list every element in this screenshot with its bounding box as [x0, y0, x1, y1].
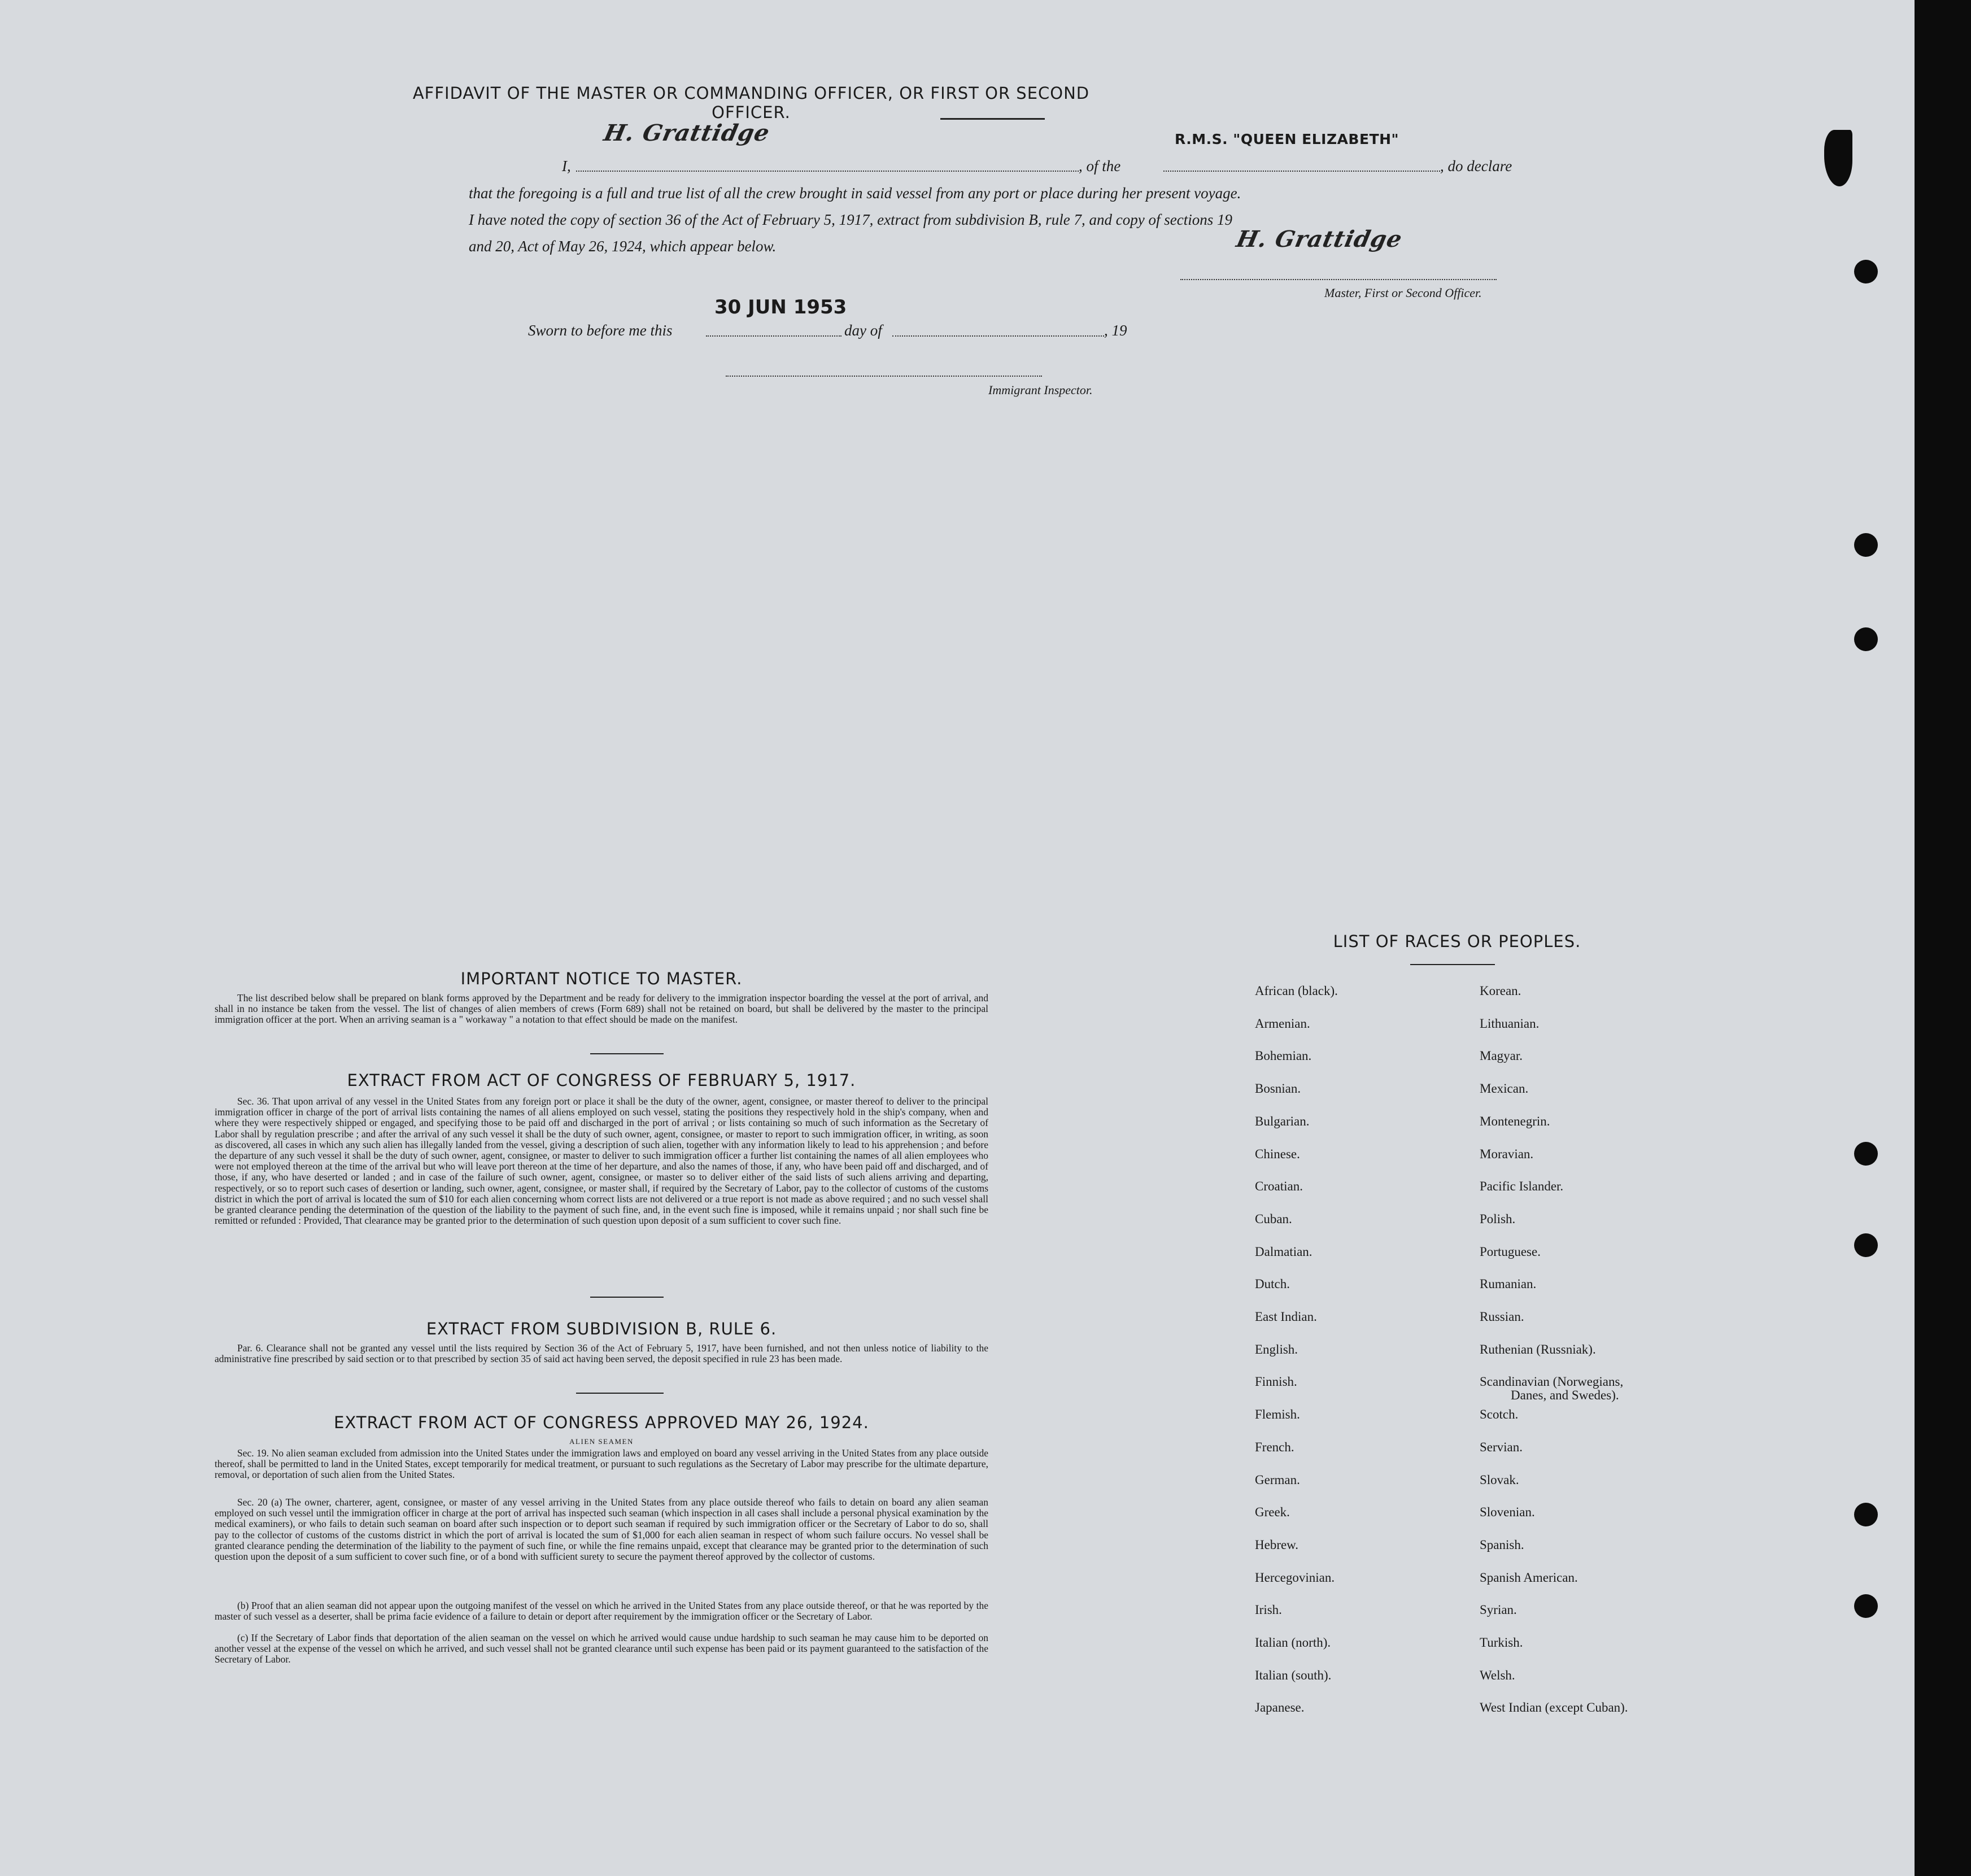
race-item: Moravian.	[1480, 1147, 1534, 1161]
race-item: Slovenian.	[1480, 1505, 1535, 1519]
ship-blank	[1163, 171, 1440, 172]
race-item: Bulgarian.	[1255, 1114, 1310, 1128]
punch-hole	[1854, 1594, 1878, 1618]
race-item: Lithuanian.	[1480, 1016, 1540, 1031]
race-item: Spanish.	[1480, 1538, 1524, 1552]
race-item: Rumanian.	[1480, 1277, 1537, 1291]
race-item: Spanish American.	[1480, 1570, 1578, 1585]
race-item: English.	[1255, 1342, 1298, 1356]
race-item: French.	[1255, 1440, 1294, 1454]
day-of-text: day of	[844, 322, 882, 339]
binder-clip-mark	[1824, 130, 1852, 186]
race-item: Cuban.	[1255, 1212, 1292, 1226]
race-item: East Indian.	[1255, 1310, 1317, 1324]
race-item: Russian.	[1480, 1310, 1524, 1324]
race-item: Finnish.	[1255, 1375, 1297, 1389]
race-item: Hercegovinian.	[1255, 1570, 1335, 1585]
extract-rule6-divider	[576, 1393, 664, 1394]
extract-1917-divider	[590, 1297, 664, 1298]
race-item: Korean.	[1480, 984, 1521, 998]
race-item: Chinese.	[1255, 1147, 1300, 1161]
race-item: African (black).	[1255, 984, 1338, 998]
race-item: Danes, and Swedes).	[1511, 1388, 1619, 1402]
race-item: Bohemian.	[1255, 1049, 1312, 1063]
race-item: Scotch.	[1480, 1407, 1519, 1421]
notice-text: The list described below shall be prepared on blank forms approved by the Department and be ready for delivery to the immigration inspector boarding the vessel at the port of arrival, and shall in no instance be taken from the vessel. The list of changes of alien members of crews (Form 689) shall not be retained on board, but shall be delivered by the master to the principal immigration officer at the port. When an arriving seaman is a " workaway " a notation to that effect should be made on the manifest.	[215, 992, 988, 1026]
punch-hole	[1854, 260, 1878, 283]
race-item: Greek.	[1255, 1505, 1290, 1519]
title-underline	[940, 118, 1045, 120]
punch-hole	[1854, 627, 1878, 651]
race-item: Irish.	[1255, 1603, 1282, 1617]
declaration-line-2: I have noted the copy of section 36 of the Act of February 5, 1917, extract from subdivision B, rule 7, and copy of sections 19	[469, 211, 1232, 228]
race-item: Turkish.	[1480, 1635, 1523, 1650]
extract-1924-sec20c: (c) If the Secretary of Labor finds that deportation of the alien seaman on the vessel on which he arrived would cause undue hardship to such seaman he may cause him to be deported on another vessel at the expense of the vessel on which he arrived, and such vessel shall not be granted clearance until such expense has been paid or its payment guaranteed to the satisfaction of the Secretary of Labor.	[215, 1632, 988, 1665]
affidavit-title: AFFIDAVIT OF THE MASTER OR COMMANDING OFFICER, OR FIRST OR SECOND OFFICER.	[412, 84, 1090, 122]
races-title: LIST OF RACES OR PEOPLES.	[1333, 932, 1581, 951]
ship-name-stamp: R.M.S. "QUEEN ELIZABETH"	[1175, 131, 1399, 147]
extract-1924-sec19: Sec. 19. No alien seaman excluded from admission into the United States under the immigration laws and employed on board any vessel arriving in the United States from any place outside thereof, shall be permitted to land in the United States, except temporarily for medical treatment, or pursuant to such regulations as the Secretary of Labor may prescribe for the ultimate departure, removal, or deportation of such alien from the United States.	[215, 1447, 988, 1481]
extract-rule6-text: Par. 6. Clearance shall not be granted any vessel until the lists required by Section 36 of the Act of February 5, 1917, have been furnished, and not then unless notice of liability to the administrative fine prescribed by said section or to that prescribed by section 35 of said act having been served, the deposit specified in rule 23 has been made.	[215, 1342, 988, 1365]
races-title-underline	[1410, 964, 1495, 965]
of-the-text: , of the	[1079, 158, 1121, 174]
do-declare-text: , do declare	[1440, 158, 1512, 174]
race-item: Montenegrin.	[1480, 1114, 1550, 1128]
extract-rule6-title: EXTRACT FROM SUBDIVISION B, RULE 6.	[426, 1319, 777, 1338]
race-item: Pacific Islander.	[1480, 1179, 1564, 1193]
race-item: Croatian.	[1255, 1179, 1303, 1193]
i-prefix: I,	[562, 158, 571, 174]
race-item: Mexican.	[1480, 1081, 1529, 1096]
punch-hole	[1854, 1142, 1878, 1166]
race-item: Armenian.	[1255, 1016, 1310, 1031]
race-item: Syrian.	[1480, 1603, 1517, 1617]
inspector-signature-line	[726, 376, 1042, 377]
handwritten-signature-master: H. Grattidge	[1234, 226, 1405, 252]
date-stamp: 30 JUN 1953	[714, 296, 847, 319]
notice-title: IMPORTANT NOTICE TO MASTER.	[460, 969, 743, 988]
handwritten-signature-top: H. Grattidge	[601, 120, 773, 146]
extract-1917-title: EXTRACT FROM ACT OF CONGRESS OF FEBRUARY 5, 1917.	[347, 1071, 856, 1090]
race-item: German.	[1255, 1473, 1300, 1487]
race-item: Flemish.	[1255, 1407, 1300, 1421]
race-item: Polish.	[1480, 1212, 1516, 1226]
master-signature-line	[1180, 279, 1497, 280]
race-item: Italian (north).	[1255, 1635, 1331, 1650]
race-item: Servian.	[1480, 1440, 1523, 1454]
race-item: Welsh.	[1480, 1668, 1515, 1682]
punch-hole	[1854, 1503, 1878, 1526]
extract-1924-subtitle: ALIEN SEAMEN	[569, 1437, 634, 1446]
race-item: Portuguese.	[1480, 1245, 1541, 1259]
race-item: West Indian (except Cuban).	[1480, 1700, 1628, 1714]
sworn-prefix: Sworn to before me this	[528, 322, 673, 339]
extract-1924-sec20b: (b) Proof that an alien seaman did not appear upon the outgoing manifest of the vessel on which he arrived in the United States from any place outside thereof, or that he was reported by the master of such vessel as a deserter, shall be prima facie evidence of a failure to detain or deport after requirement by the immigration officer or the Secretary of Labor.	[215, 1600, 988, 1622]
extract-1924-title: EXTRACT FROM ACT OF CONGRESS APPROVED MAY 26, 1924.	[334, 1413, 869, 1432]
notice-divider	[590, 1053, 664, 1054]
race-item: Ruthenian (Russniak).	[1480, 1342, 1596, 1356]
extract-1924-sec20a: Sec. 20 (a) The owner, charterer, agent, consignee, or master of any vessel arriving in the United States from any place outside thereof who fails to detain on board any alien seaman employed on such vessel until the immigration officer in charge at the port of arrival has inspected such seaman (which inspection in all cases shall include a personal physical examination by the medical examiners), or who fails to detain such seaman on board after such inspection or to deport such seaman if required by such immigration officer or the Secretary of Labor to do so, shall pay to the collector of customs of the customs district in which the port of arrival is located the sum of $1,000 for each alien seaman in respect of whom such failure occurs. No vessel shall be granted clearance pending the determination of the liability to the payment of such fine, or while the fine remains unpaid, except that clearance may be granted prior to the determination of such question upon the deposit of a sum sufficient to cover such fine, or of a bond with sufficient surety to secure the payment thereof approved by the collector of customs.	[215, 1497, 988, 1563]
name-blank	[576, 171, 1079, 172]
extract-1917-text: Sec. 36. That upon arrival of any vessel in the United States from any foreign port or place it shall be the duty of the owner, agent, consignee, or master thereof to deliver to the principal immigration officer in charge of the port of arrival lists containing the names of all aliens employed on such vessel, stating the positions they respectively hold in the ship's company, when and where they were respectively shipped or engaged, and specifying those to be paid off and discharged in the port of arrival ; or lists containing so much of such information as the Secretary of Labor shall by regulation prescribe ; and after the arrival of any such vessel it shall be the duty of such owner, agent, consignee, or master to report to such immigration officer, in writing, as soon as discovered, all cases in which any such alien has illegally landed from the vessel, giving a description of such alien, together with any information likely to lead to his apprehension ; and before the departure of any such vessel it shall be the duty of such owner, agent, consignee, or master to deliver to such immigration officer a further list containing the names of all alien employees who were not employed thereon at the time of the arrival but who will leave port thereon at the time of her departure, and also the names of those, if any, who have been paid off and discharged, and of those, if any, who have deserted or landed ; and in case of the failure of such owner, agent, consignee, or master so to deliver either of the said lists of such aliens arriving and departing, respectively, or so to report such cases of desertion or landing, such owner, agent, consignee, or master shall, if required by the Secretary of Labor, pay to the collector of customs of the customs district in which the port of arrival is located the sum of $10 for each alien concerning whom correct lists are not delivered or a true report is not made as above required ; and no such vessel shall be granted clearance pending the determination of the question of the liability to the payment of such fine, and, in the event such fine is imposed, while it remains unpaid ; nor shall such fine be remitted or refunded : Provided, That clearance may be granted prior to the determination of such question upon deposit of a sum sufficient to cover such fine.	[215, 1096, 988, 1227]
race-item: Dalmatian.	[1255, 1245, 1312, 1259]
race-item: Bosnian.	[1255, 1081, 1301, 1096]
race-item: Japanese.	[1255, 1700, 1305, 1714]
punch-hole	[1854, 1233, 1878, 1257]
race-item: Slovak.	[1480, 1473, 1519, 1487]
declaration-line-3: and 20, Act of May 26, 1924, which appear below.	[469, 238, 777, 255]
race-item: Hebrew.	[1255, 1538, 1299, 1552]
inspector-label: Immigrant Inspector.	[988, 383, 1093, 397]
race-item: Italian (south).	[1255, 1668, 1332, 1682]
race-item: Scandinavian (Norwegians,	[1480, 1375, 1624, 1389]
year-prefix: , 19	[1104, 322, 1127, 339]
race-item: Dutch.	[1255, 1277, 1290, 1291]
master-label: Master, First or Second Officer.	[1324, 286, 1482, 300]
race-item: Magyar.	[1480, 1049, 1523, 1063]
sworn-day-blank	[706, 335, 841, 337]
declaration-line-1: that the foregoing is a full and true list of all the crew brought in said vessel from any port or place during her present voyage.	[469, 185, 1241, 202]
sworn-month-blank	[892, 335, 1104, 337]
punch-hole	[1854, 533, 1878, 557]
